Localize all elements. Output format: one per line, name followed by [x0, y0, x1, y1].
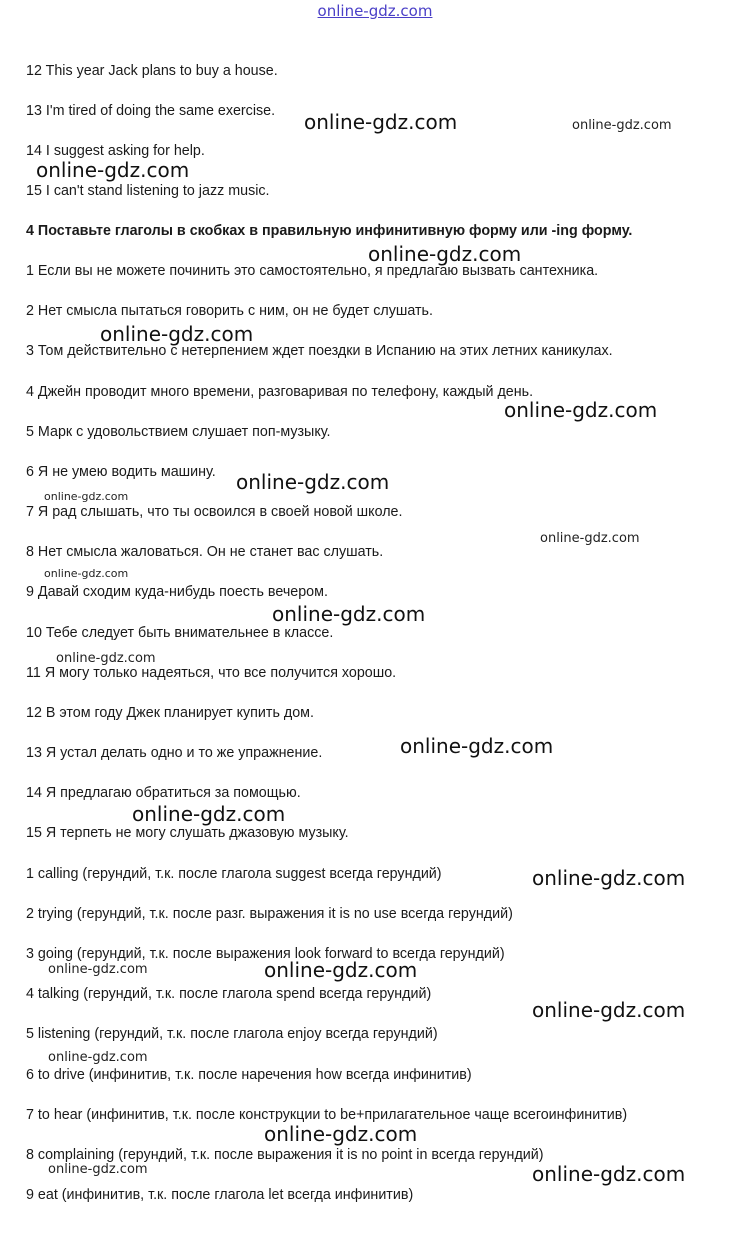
watermark: online-gdz.com: [532, 1162, 686, 1186]
watermark: online-gdz.com: [236, 470, 390, 494]
watermark: online-gdz.com: [368, 242, 522, 266]
exercise-item-8: 8 Нет смысла жаловаться. Он не станет вас слушать.: [26, 544, 384, 560]
exercise-item-4: 4 Джейн проводит много времени, разговаривая по телефону, каждый день.: [26, 384, 534, 400]
watermark: online-gdz.com: [504, 398, 658, 422]
watermark: online-gdz.com: [272, 602, 426, 626]
watermark: online-gdz.com: [44, 490, 129, 503]
watermark: online-gdz.com: [304, 110, 458, 134]
watermark: online-gdz.com: [264, 1122, 418, 1146]
answer-3: 3 going (герундий, т.к. после выражения look forward to всегда герундий): [26, 946, 505, 962]
exercise-item-12: 12 В этом году Джек планирует купить дом.: [26, 705, 314, 721]
answer-5: 5 listening (герундий, т.к. после глагола enjoy всегда герундий): [26, 1026, 438, 1042]
watermark: online-gdz.com: [36, 158, 190, 182]
answer-8: 8 complaining (герундий, т.к. после выражения it is no point in всегда герундий): [26, 1147, 544, 1163]
watermark: online-gdz.com: [48, 1162, 148, 1177]
answer-1: 1 calling (герундий, т.к. после глагола suggest всегда герундий): [26, 866, 442, 882]
answer-4: 4 talking (герундий, т.к. после глагола spend всегда герундий): [26, 986, 432, 1002]
watermark: online-gdz.com: [56, 651, 156, 666]
english-sentence-14: 14 I suggest asking for help.: [26, 143, 205, 159]
watermark: online-gdz.com: [532, 866, 686, 890]
watermark: online-gdz.com: [44, 567, 129, 580]
english-sentence-15: 15 I can't stand listening to jazz music.: [26, 183, 270, 199]
exercise-item-2: 2 Нет смысла пытаться говорить с ним, он не будет слушать.: [26, 303, 433, 319]
answer-6: 6 to drive (инфинитив, т.к. после наречения how всегда инфинитив): [26, 1067, 472, 1083]
watermark: online-gdz.com: [532, 998, 686, 1022]
exercise-item-3: 3 Том действительно с нетерпением ждет поездки в Испанию на этих летних каникулах.: [26, 343, 613, 359]
exercise-item-7: 7 Я рад слышать, что ты освоился в своей новой школе.: [26, 504, 403, 520]
exercise-item-13: 13 Я устал делать одно и то же упражнение.: [26, 745, 323, 761]
watermark: online-gdz.com: [132, 802, 286, 826]
answer-2: 2 trying (герундий, т.к. после разг. выражения it is no use всегда герундий): [26, 906, 513, 922]
watermark: online-gdz.com: [540, 531, 640, 546]
exercise-item-5: 5 Марк с удовольствием слушает поп-музыку.: [26, 424, 331, 440]
exercise-item-9: 9 Давай сходим куда-нибудь поесть вечером.: [26, 584, 328, 600]
watermark: online-gdz.com: [48, 962, 148, 977]
exercise-4-heading: 4 Поставьте глаголы в скобках в правильную инфинитивную форму или -ing форму.: [26, 223, 633, 239]
english-sentence-13: 13 I'm tired of doing the same exercise.: [26, 103, 276, 119]
english-sentence-12: 12 This year Jack plans to buy a house.: [26, 63, 278, 79]
watermark: online-gdz.com: [264, 958, 418, 982]
watermark: online-gdz.com: [48, 1050, 148, 1065]
watermark: online-gdz.com: [100, 322, 254, 346]
exercise-item-1: 1 Если вы не можете починить это самостоятельно, я предлагаю вызвать сантехника.: [26, 263, 599, 279]
watermark: online-gdz.com: [572, 118, 672, 133]
exercise-item-6: 6 Я не умею водить машину.: [26, 464, 216, 480]
answer-9: 9 eat (инфинитив, т.к. после глагола let всегда инфинитив): [26, 1187, 414, 1203]
answer-7: 7 to hear (инфинитив, т.к. после конструкции to be+прилагательное чаще всегоинфинитив): [26, 1107, 628, 1123]
exercise-item-15: 15 Я терпеть не могу слушать джазовую музыку.: [26, 825, 349, 841]
exercise-item-10: 10 Тебе следует быть внимательнее в классе.: [26, 625, 334, 641]
exercise-item-14: 14 Я предлагаю обратиться за помощью.: [26, 785, 301, 801]
watermark: online-gdz.com: [400, 734, 554, 758]
exercise-item-11: 11 Я могу только надеяться, что все получится хорошо.: [26, 665, 397, 681]
site-header-link[interactable]: online-gdz.com: [317, 2, 433, 20]
